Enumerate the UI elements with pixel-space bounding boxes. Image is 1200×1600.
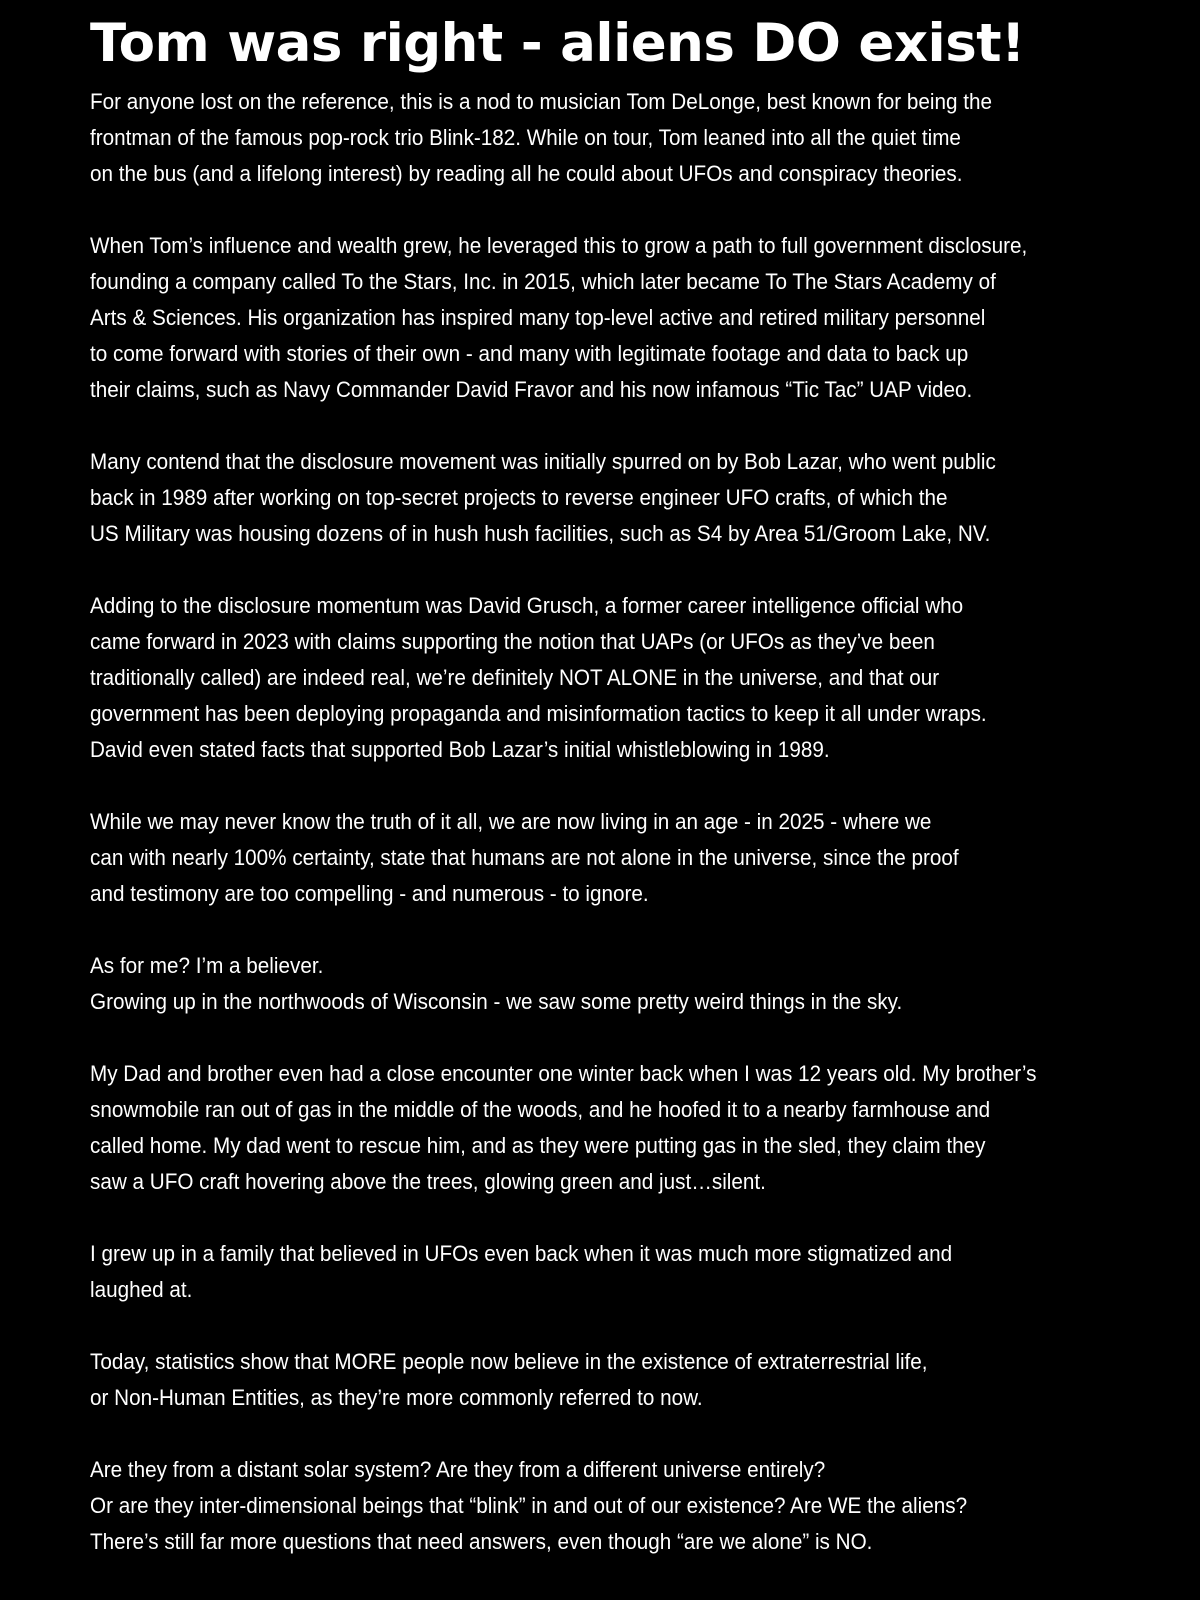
text-line: While we may never know the truth of it all, we are now living in an age - in 2025 - where we	[90, 809, 932, 834]
text-line: founding a company called To the Stars, Inc. in 2015, which later became To The Stars Academy of	[90, 269, 996, 294]
text-line: snowmobile ran out of gas in the middle of the woods, and he hoofed it to a nearby farmhouse and	[90, 1097, 991, 1122]
text-line: traditionally called) are indeed real, we’re definitely NOT ALONE in the universe, and that our	[90, 665, 940, 690]
text-line: and testimony are too compelling - and numerous - to ignore.	[90, 881, 649, 906]
text-line: There’s still far more questions that need answers, even though “are we alone” is NO.	[90, 1529, 873, 1554]
paragraph-to-the-stars	[90, 228, 1180, 408]
paragraph-questions	[90, 1452, 1180, 1560]
text-line: to come forward with stories of their own - and many with legitimate footage and data to back up	[90, 341, 969, 366]
text-line: Adding to the disclosure momentum was David Grusch, a former career intelligence official who	[90, 593, 964, 618]
text-line: I grew up in a family that believed in UFOs even back when it was much more stigmatized and	[90, 1241, 953, 1266]
text-line: US Military was housing dozens of in hush hush facilities, such as S4 by Area 51/Groom Lake, NV.	[90, 521, 991, 546]
paragraph-tom-delonge	[90, 84, 1180, 192]
article-body	[90, 84, 1180, 1560]
text-line: laughed at.	[90, 1277, 193, 1302]
paragraph-believer	[90, 948, 1180, 1020]
paragraph-david-grusch	[90, 588, 1180, 768]
text-line: government has been deploying propaganda and misinformation tactics to keep it all under wraps.	[90, 701, 987, 726]
paragraph-close-encounter	[90, 1056, 1180, 1200]
text-line: Many contend that the disclosure movement was initially spurred on by Bob Lazar, who went public	[90, 449, 996, 474]
paragraph-statistics	[90, 1344, 1180, 1416]
text-line: back in 1989 after working on top-secret projects to reverse engineer UFO crafts, of which the	[90, 485, 948, 510]
text-line: Or are they inter-dimensional beings that “blink” in and out of our existence? Are WE the aliens?	[90, 1493, 968, 1518]
text-line: When Tom’s influence and wealth grew, he leveraged this to grow a path to full government disclosure,	[90, 233, 1028, 258]
paragraph-bob-lazar	[90, 444, 1180, 552]
paragraph-certainty	[90, 804, 1180, 912]
text-line: saw a UFO craft hovering above the trees, glowing green and just…silent.	[90, 1169, 766, 1194]
text-line: David even stated facts that supported Bob Lazar’s initial whistleblowing in 1989.	[90, 737, 830, 762]
paragraph-family	[90, 1236, 1180, 1308]
article-title: Tom was right - aliens DO exist!	[90, 13, 1025, 74]
text-line: Are they from a distant solar system? Are they from a different universe entirely?	[90, 1457, 826, 1482]
text-line: on the bus (and a lifelong interest) by reading all he could about UFOs and conspiracy theories.	[90, 161, 963, 186]
text-line: Arts & Sciences. His organization has inspired many top-level active and retired military personnel	[90, 305, 986, 330]
text-line: As for me? I’m a believer.	[90, 953, 324, 978]
text-line: can with nearly 100% certainty, state that humans are not alone in the universe, since the proof	[90, 845, 959, 870]
text-line: For anyone lost on the reference, this is a nod to musician Tom DeLonge, best known for being the	[90, 89, 993, 114]
text-line: Today, statistics show that MORE people now believe in the existence of extraterrestrial life,	[90, 1349, 928, 1374]
text-line: frontman of the famous pop-rock trio Blink-182. While on tour, Tom leaned into all the quiet time	[90, 125, 961, 150]
text-line: called home. My dad went to rescue him, and as they were putting gas in the sled, they claim they	[90, 1133, 986, 1158]
text-line: Growing up in the northwoods of Wisconsin - we saw some pretty weird things in the sky.	[90, 989, 903, 1014]
text-line: My Dad and brother even had a close encounter one winter back when I was 12 years old. My brother’s	[90, 1061, 1037, 1086]
article	[90, 0, 1190, 1596]
text-line: their claims, such as Navy Commander David Fravor and his now infamous “Tic Tac” UAP video.	[90, 377, 973, 402]
text-line: came forward in 2023 with claims supporting the notion that UAPs (or UFOs as they’ve been	[90, 629, 935, 654]
text-line: or Non-Human Entities, as they’re more commonly referred to now.	[90, 1385, 703, 1410]
